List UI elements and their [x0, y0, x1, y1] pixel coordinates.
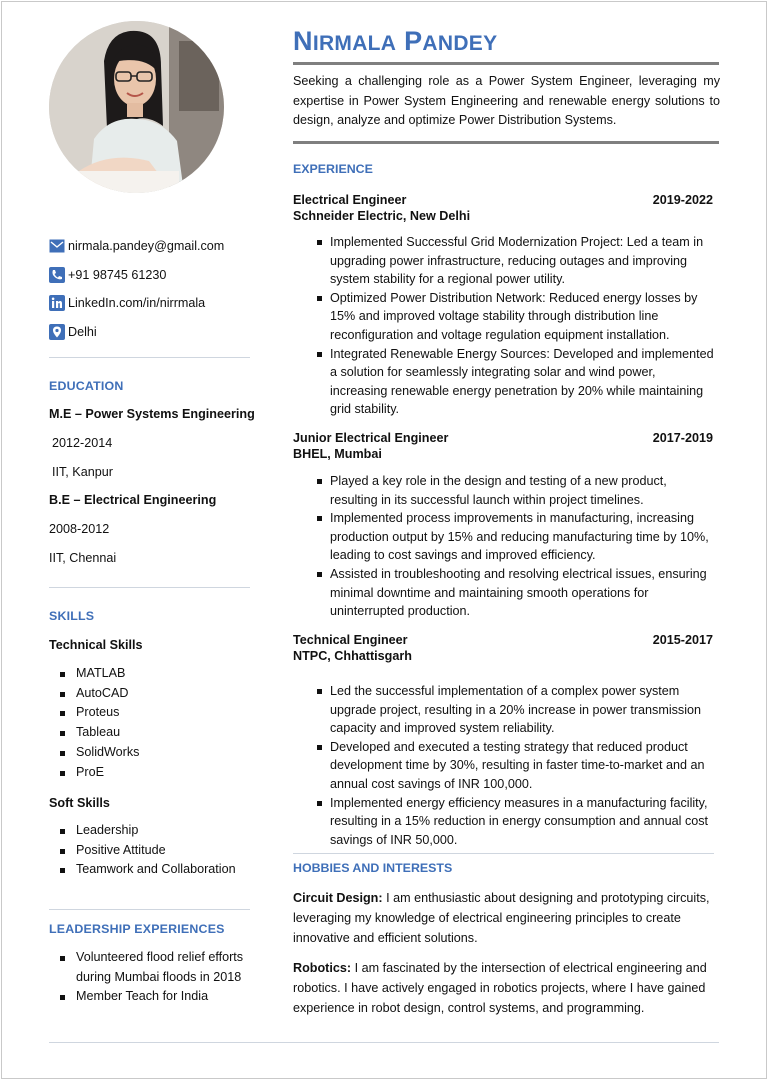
list-item: Led the successful implementation of a complex power system upgrade project, resulting in a 20% increase in power transmission capacity and improved system reliability. [314, 682, 716, 738]
job-header [293, 192, 713, 224]
list-item: Positive Attitude [60, 841, 236, 861]
divider [293, 853, 714, 854]
list-item: Implemented energy efficiency measures in a manufacturing facility, resulting in a 15% reduction in energy consumption and annual cost savings of INR 50,000. [314, 794, 716, 850]
list-item: Tableau [60, 723, 139, 743]
phone-icon [49, 267, 65, 283]
job-title: Junior Electrical Engineer [293, 431, 449, 445]
contact-linkedin[interactable] [49, 289, 250, 318]
education-school: IIT, Kanpur [52, 464, 113, 479]
contact-location [49, 318, 250, 347]
job-company: BHEL, Mumbai [293, 447, 382, 461]
hobby-circuit-design [293, 888, 723, 948]
job-years: 2015-2017 [652, 633, 713, 647]
experience-heading: EXPERIENCE [293, 162, 373, 176]
divider [49, 357, 250, 358]
linkedin-icon [49, 295, 65, 311]
name-first-rest: IRMALA [312, 32, 397, 55]
contact-phone-text: +91 98745 61230 [68, 267, 167, 282]
education-section [49, 405, 259, 577]
location-pin-icon [49, 324, 65, 340]
summary: Seeking a challenging role as a Power System Engineer, leveraging my expertise in Power System Engineering and renewable energy solutions to design, analyze and optimize Power Distribution Systems. [293, 74, 720, 128]
candidate-name [293, 26, 497, 57]
list-item: Developed and executed a testing strategy that reduced product development time by 30%, resulting in faster time-to-market and an annual cost savings of INR 100,000. [314, 738, 716, 794]
divider [49, 909, 250, 910]
education-degree: M.E – Power Systems Engineering [49, 407, 255, 421]
contact-email-text: nirmala.pandey@gmail.com [68, 239, 225, 254]
contact-linkedin-text: LinkedIn.com/in/nirrmala [68, 296, 206, 311]
list-item: Member Teach for India [60, 987, 250, 1007]
job-years: 2017-2019 [652, 431, 713, 445]
list-item: Leadership [60, 821, 236, 841]
list-item: Integrated Renewable Energy Sources: Developed and implemented a solution for seamlessly integrating solar and wind power, increasing renewable energy penetration by 20% while maintaining grid stability. [314, 345, 716, 419]
contact-email[interactable] [49, 232, 250, 261]
job-header [293, 430, 713, 462]
leadership-list [60, 948, 250, 1007]
bottom-divider [49, 1042, 719, 1043]
hobby-text: I am enthusiastic about designing and prototyping circuits, leveraging my knowledge of electrical engineering principles to create innovative and efficient solutions. [293, 891, 710, 945]
list-item: MATLAB [60, 664, 139, 684]
name-first-initial: N [293, 26, 313, 56]
soft-skills-heading: Soft Skills [49, 796, 110, 810]
job-title: Electrical Engineer [293, 193, 407, 207]
contact-location-text: Delhi [68, 324, 97, 339]
divider [49, 587, 250, 588]
list-item: SolidWorks [60, 743, 139, 763]
list-item: Assisted in troubleshooting and resolving electrical issues, ensuring minimal downtime and maintaining smooth operations for uninterrupted production. [314, 565, 716, 621]
list-item: Optimized Power Distribution Network: Reduced energy losses by 15% and improved voltage stability through distribution line reconfiguration and voltage regulation equipment installation. [314, 289, 716, 345]
skills-heading: SKILLS [49, 609, 95, 623]
name-last-rest: ANDEY [422, 32, 498, 55]
education-degree: B.E – Electrical Engineering [49, 493, 217, 507]
job-company: Schneider Electric, New Delhi [293, 209, 471, 223]
job-company: NTPC, Chhattisgarh [293, 649, 412, 663]
list-item: Teamwork and Collaboration [60, 860, 236, 880]
technical-skills-list [60, 664, 139, 782]
job-bullets [314, 682, 716, 849]
list-item: Proteus [60, 703, 139, 723]
list-item: Volunteered flood relief efforts during Mumbai floods in 2018 [60, 948, 250, 987]
technical-skills-heading: Technical Skills [49, 638, 143, 652]
job-years: 2019-2022 [652, 193, 713, 207]
profile-photo [49, 21, 224, 193]
hobby-label: Circuit Design: [293, 891, 383, 905]
list-item: Implemented process improvements in manufacturing, increasing production output by 15% and reducing manufacturing time by 10%, leading to cost savings and improved efficiency. [314, 509, 716, 565]
soft-skills-list [60, 821, 236, 880]
job-header [293, 632, 713, 664]
hobby-label: Robotics: [293, 961, 352, 975]
contact-list [49, 232, 250, 346]
education-years: 2008-2012 [49, 522, 110, 536]
education-school: IIT, Chennai [49, 550, 117, 565]
email-icon [49, 238, 65, 254]
job-bullets [314, 472, 716, 621]
name-underline [293, 62, 719, 65]
list-item: AutoCAD [60, 684, 139, 704]
education-heading: EDUCATION [49, 379, 124, 393]
list-item: Played a key role in the design and testing of a new product, resulting in its successful launch within project timelines. [314, 472, 716, 509]
leadership-heading: LEADERSHIP EXPERIENCES [49, 922, 225, 936]
hobby-robotics [293, 958, 723, 1018]
contact-phone[interactable] [49, 261, 250, 290]
summary-underline [293, 141, 719, 144]
education-years: 2012-2014 [52, 436, 113, 450]
name-last-initial: P [404, 26, 423, 56]
hobbies-heading: HOBBIES AND INTERESTS [293, 861, 453, 875]
list-item: Implemented Successful Grid Modernization Project: Led a team in upgrading power infrastructure, reducing outages and improving system stability for a regional power utility. [314, 233, 716, 289]
hobby-text: I am fascinated by the intersection of electrical engineering and robotics. I have actively engaged in robotics projects, where I have gained experience in robot design, control systems, and programming. [293, 961, 707, 1015]
job-bullets [314, 233, 716, 419]
list-item: ProE [60, 763, 139, 783]
job-title: Technical Engineer [293, 633, 408, 647]
